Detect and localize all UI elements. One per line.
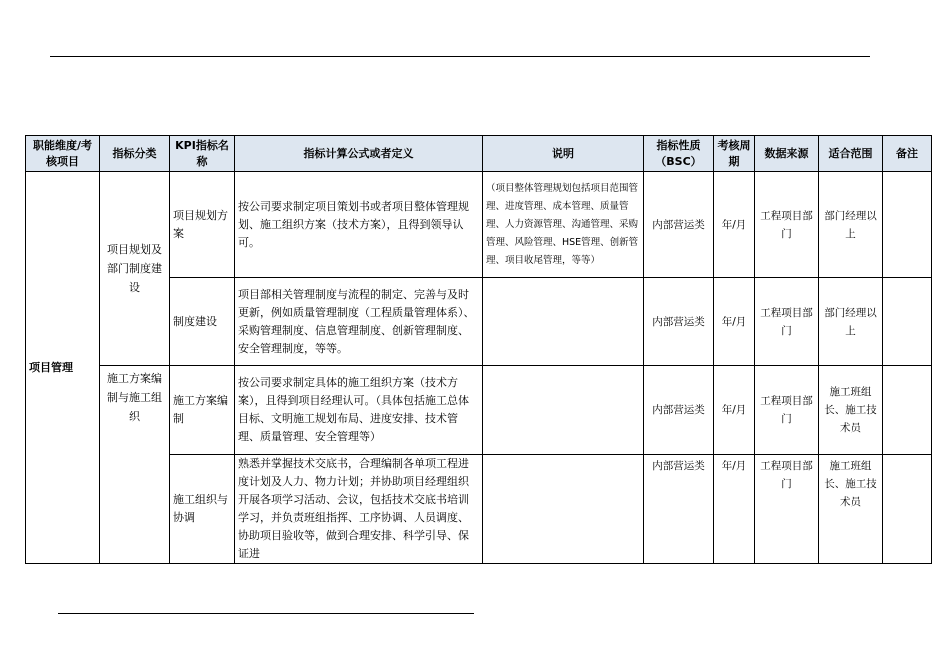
col-header-formula: 指标计算公式或者定义	[235, 136, 483, 172]
table-row	[26, 366, 932, 455]
table-header-row	[26, 136, 932, 172]
nature-cell: 内部营运类	[644, 366, 714, 455]
kpi-name-cell: 施工组织与协调	[170, 455, 235, 564]
col-header-source: 数据来源	[755, 136, 819, 172]
definition-cell: 按公司要求制定具体的施工组织方案（技术方案），且得到项目经理认可。（具体包括施工总体目标、文明施工规划布局、进度安排、技术管理、质量管理、安全管理等）	[235, 366, 483, 455]
definition-cell: 项目部相关管理制度与流程的制定、完善与及时更新，例如质量管理制度（工程质量管理体系）、采购管理制度、信息管理制度、创新管理制度、安全管理制度，等等。	[235, 278, 483, 366]
col-header-nature: 指标性质（BSC）	[644, 136, 714, 172]
kpi-table	[25, 135, 932, 564]
nature-cell: 内部营运类	[644, 172, 714, 278]
source-cell: 工程项目部门	[755, 455, 819, 564]
col-header-dimension: 职能维度/考核项目	[26, 136, 100, 172]
col-header-remark: 备注	[883, 136, 932, 172]
kpi-name-cell: 项目规划方案	[170, 172, 235, 278]
footer-rule	[58, 613, 474, 614]
remark-cell	[883, 172, 932, 278]
remark-cell	[883, 455, 932, 564]
cycle-cell: 年/月	[714, 278, 755, 366]
category-cell: 项目规划及部门制度建设	[100, 172, 170, 366]
dimension-cell: 项目管理	[26, 172, 100, 564]
scope-cell: 施工班组长、施工技术员	[819, 455, 883, 564]
col-header-description: 说明	[483, 136, 644, 172]
kpi-name-cell: 施工方案编制	[170, 366, 235, 455]
cycle-cell: 年/月	[714, 455, 755, 564]
header-rule	[50, 56, 870, 57]
category-cell: 施工方案编制与施工组织	[100, 366, 170, 564]
definition-cell: 按公司要求制定项目策划书或者项目整体管理规划、施工组织方案（技术方案），且得到领导认可。	[235, 172, 483, 278]
col-header-kpi-name: KPI指标名称	[170, 136, 235, 172]
scope-cell: 施工班组长、施工技术员	[819, 366, 883, 455]
scope-cell: 部门经理以上	[819, 278, 883, 366]
remark-cell	[883, 366, 932, 455]
description-cell: （项目整体管理规划包括项目范围管理、进度管理、成本管理、质量管理、人力资源管理、沟通管理、采购管理、风险管理、HSE管理、创新管理、项目收尾管理，等等）	[483, 172, 644, 278]
remark-cell	[883, 278, 932, 366]
nature-cell: 内部营运类	[644, 455, 714, 564]
source-cell: 工程项目部门	[755, 366, 819, 455]
definition-cell: 熟悉并掌握技术交底书，合理编制各单项工程进度计划及人力、物力计划；并协助项目经理组织开展各项学习活动、会议，包括技术交底书培训学习，并负责班组指挥、工序协调、人员调度、协助项目验收等，做到合理安排、科学引导、保证进	[235, 455, 483, 564]
table-row	[26, 172, 932, 278]
kpi-name-cell: 制度建设	[170, 278, 235, 366]
col-header-cycle: 考核周期	[714, 136, 755, 172]
col-header-category: 指标分类	[100, 136, 170, 172]
scope-cell: 部门经理以上	[819, 172, 883, 278]
description-cell	[483, 455, 644, 564]
source-cell: 工程项目部门	[755, 172, 819, 278]
description-cell	[483, 366, 644, 455]
source-cell: 工程项目部门	[755, 278, 819, 366]
nature-cell: 内部营运类	[644, 278, 714, 366]
cycle-cell: 年/月	[714, 366, 755, 455]
cycle-cell: 年/月	[714, 172, 755, 278]
col-header-scope: 适合范围	[819, 136, 883, 172]
description-cell	[483, 278, 644, 366]
